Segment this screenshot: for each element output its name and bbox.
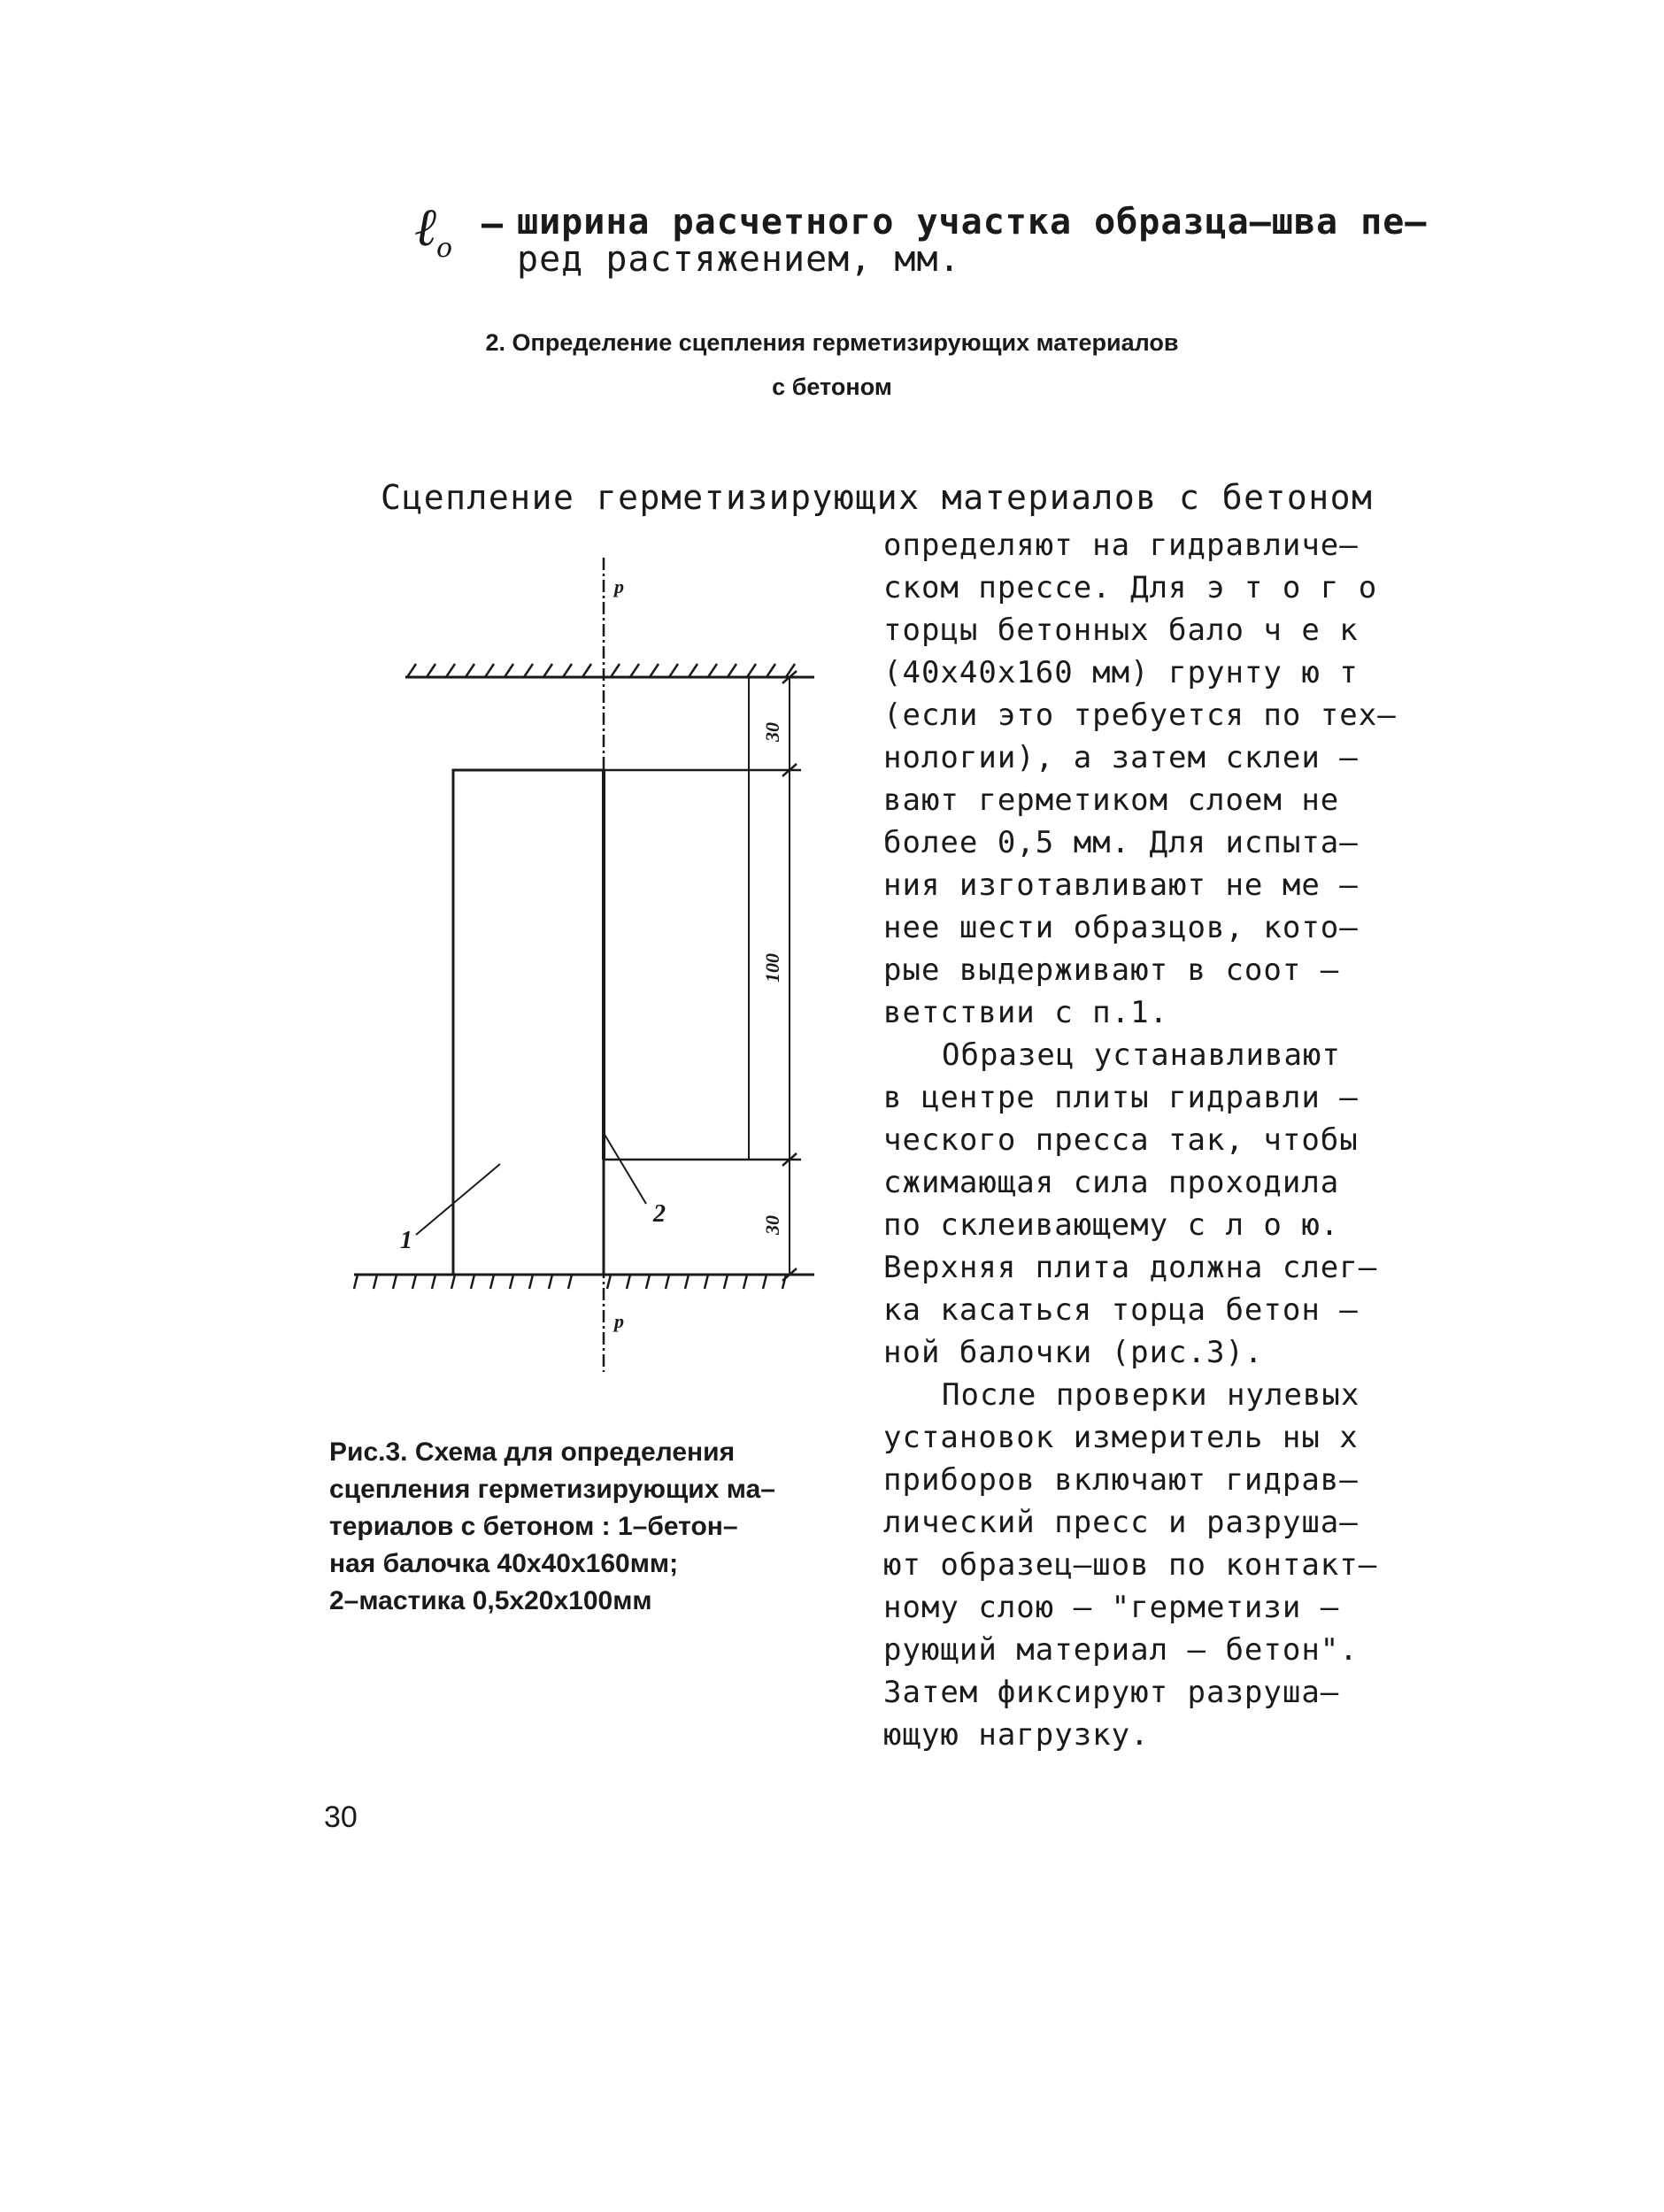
column-line: рые выдерживают в соот – [883, 952, 1340, 988]
column-line: рующий материал – бетон". [883, 1632, 1359, 1668]
caption-line: сцепления герметизирующих ма– [329, 1475, 775, 1504]
label-p-top: p [614, 575, 624, 597]
section-title-line-2: с бетоном [772, 374, 892, 400]
caption-line: териалов с бетоном : 1–бетон– [329, 1512, 738, 1541]
column-line: в центре плиты гидравли – [883, 1080, 1359, 1115]
column-line: нологии), а затем склеи – [883, 740, 1359, 775]
callout-2: 2 [653, 1200, 666, 1228]
definition-line-2: ред растяжением, мм. [517, 239, 961, 280]
caption-line: 2–мастика 0,5х20х100мм [329, 1586, 652, 1615]
column-line: Образец устанавливают [942, 1037, 1341, 1073]
column-line: ветствии с п.1. [883, 995, 1169, 1030]
column-line: ческого пресса так, чтобы [883, 1122, 1359, 1158]
concrete-beam [453, 770, 604, 1275]
column-line: ском прессе. Для э т о г о [883, 570, 1378, 605]
section-title-line-1: 2. Определение сцепления герметизирующих материалов [485, 329, 1179, 356]
figure-caption [329, 1434, 775, 1620]
leader-line-2 [604, 1133, 646, 1204]
column-line: по склеивающему с л о ю. [883, 1207, 1340, 1243]
definition-dash: – [481, 204, 504, 244]
column-line: установок измеритель ны х [883, 1420, 1359, 1455]
column-line: торцы бетонных бало ч е к [883, 613, 1359, 648]
column-line: ют образец–шов по контакт– [883, 1547, 1378, 1583]
column-line: более 0,5 мм. Для испыта– [883, 825, 1359, 860]
column-line: ной балочки (рис.3). [883, 1335, 1264, 1370]
definition-line-1: ширина расчетного участка образца–шва пе– [517, 202, 1428, 243]
leader-line-1 [416, 1164, 500, 1235]
caption-line: Рис.3. Схема для определения [329, 1437, 736, 1467]
text-column [883, 524, 1450, 1756]
column-line: ния изготавливают не ме – [883, 867, 1359, 903]
top-plate-hatching [407, 664, 795, 677]
column-line: ному слою – "герметизи – [883, 1590, 1340, 1625]
column-line: определяют на гидравличе– [883, 528, 1359, 563]
column-line: ющую нагрузку. [883, 1717, 1150, 1753]
caption-line: ная балочка 40х40х160мм; [329, 1549, 679, 1578]
column-line: После проверки нулевых [942, 1377, 1360, 1413]
column-line: приборов включают гидрав– [883, 1462, 1359, 1498]
callout-1: 1 [400, 1227, 412, 1254]
column-line: вают герметиком слоем не [883, 782, 1340, 818]
column-line: Затем фиксируют разруша– [883, 1675, 1340, 1710]
dim-top-label: 30 [761, 722, 783, 742]
bottom-plate-hatching [354, 1275, 786, 1289]
column-line: ка касаться торца бетон – [883, 1292, 1359, 1328]
column-line: лический пресс и разруша– [883, 1505, 1359, 1540]
dim-bottom-label: 30 [761, 1215, 783, 1235]
column-line: (если это требуется по тех– [883, 698, 1397, 733]
symbol-l0: ℓ$_o$ [414, 197, 453, 264]
label-p-bottom: p [614, 1310, 624, 1332]
lead-line: Сцепление герметизирующих материалов с бетоном [381, 478, 1374, 517]
figure-3-diagram [345, 549, 841, 1390]
column-line: сжимающая сила проходила [883, 1165, 1340, 1200]
page-number: 30 [324, 1800, 358, 1834]
dim-middle-label: 100 [761, 953, 783, 983]
column-line: Верхняя плита должна слег– [883, 1250, 1378, 1285]
column-line: нее шести образцов, кото– [883, 910, 1359, 945]
column-line: (40х40х160 мм) грунту ю т [883, 655, 1359, 690]
